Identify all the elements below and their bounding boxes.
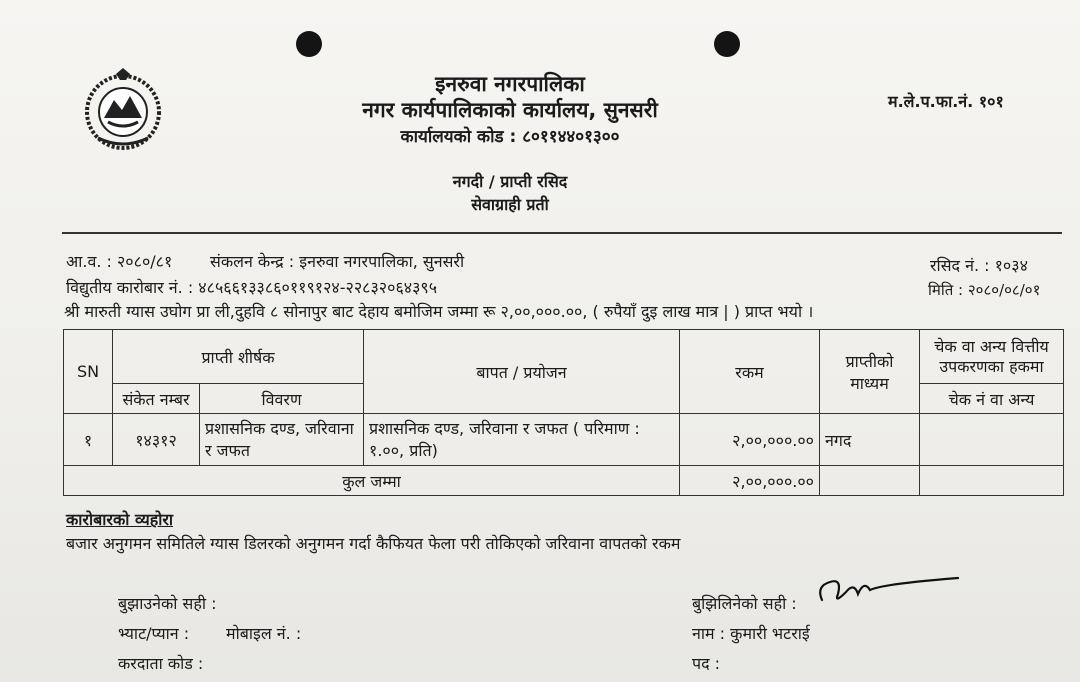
- transaction-number: विद्युतीय कारोबार नं. : ४८५६६१३३८६०११९१२४-२२८३२०६४३९५: [66, 278, 438, 297]
- header-revenue-title: प्राप्ती शीर्षक: [113, 330, 364, 384]
- payer-signature-label: बुझाउनेको सही :: [118, 594, 217, 613]
- row-code: १४३१२: [113, 414, 200, 466]
- header-code: संकेत नम्बर: [113, 384, 200, 414]
- transaction-heading: कारोबारको व्यहोरा: [66, 510, 174, 529]
- table-row: [64, 414, 1064, 466]
- vat-pan-label: भ्याट/प्यान :: [118, 624, 190, 643]
- total-amount: २,००,०००.००: [680, 466, 820, 496]
- handwritten-signature-icon: [812, 570, 962, 610]
- header-cheque-sub: चेक नं वा अन्य: [920, 384, 1064, 414]
- receiver-name: नाम : कुमारी भटराई: [692, 624, 810, 643]
- total-medium-blank: [820, 466, 920, 496]
- punch-hole-right: [714, 31, 740, 57]
- total-cheque-blank: [920, 466, 1064, 496]
- receiver-signature-label: बुझिलिनेको सही :: [692, 594, 797, 613]
- form-number: म.ले.प.फा.नं. १०१: [888, 92, 1004, 111]
- header-sn: SN: [64, 330, 113, 414]
- row-amount: २,००,०००.००: [680, 414, 820, 466]
- header-divider: [62, 232, 1062, 234]
- total-label: कुल जम्मा: [64, 466, 680, 496]
- row-purpose: प्रशासनिक दण्ड, जरिवाना र जफत ( परिमाण : १.००, प्रति): [364, 414, 680, 466]
- taxpayer-code-label: करदाता कोड :: [118, 654, 204, 673]
- copy-label: सेवाग्राही प्रती: [471, 195, 549, 214]
- collection-center: संकलन केन्द्र : इनरुवा नगरपालिका, सुनसरी: [210, 252, 465, 271]
- mobile-label: मोबाइल नं. :: [226, 624, 302, 643]
- row-cheque: [920, 414, 1064, 466]
- transaction-description: बजार अनुगमन समितिले ग्यास डिलरको अनुगमन गर्दा कैफियत फेला परी तोकिएको जरिवाना वापतको रकम: [66, 534, 681, 553]
- receipt-type: नगदी / प्राप्ती रसिद: [452, 172, 568, 191]
- receipt-date: मिति : २०८०/०८/०१: [928, 281, 1041, 299]
- office-code: कार्यालयको कोड : ८०११४४०१३००: [400, 127, 620, 147]
- row-sn: १: [64, 414, 113, 466]
- punch-hole-left: [296, 31, 322, 57]
- header-purpose: बापत / प्रयोजन: [364, 330, 680, 414]
- receipt-table: [63, 329, 1064, 496]
- row-medium: नगद: [820, 414, 920, 466]
- row-description: प्रशासनिक दण्ड, जरिवाना र जफत: [200, 414, 364, 466]
- header-description: विवरण: [200, 384, 364, 414]
- receipt-number: रसिद नं. : १०३४: [930, 256, 1028, 275]
- designation-label: पद :: [692, 654, 721, 673]
- total-row: [64, 466, 1064, 496]
- fiscal-year: आ.व. : २०८०/८१: [66, 252, 173, 271]
- received-statement: श्री मारुती ग्यास उघोग प्रा ली,दुहवि ८ सोनापुर बाट देहाय बमोजिम जम्मा रू २,००,०००.००, ( रुपैयाँ दुइ लाख मात्र | ) प्राप्त भयो ।: [64, 302, 814, 321]
- header-amount: रकम: [680, 330, 820, 414]
- municipality-name: इनरुवा नगरपालिका: [435, 72, 585, 96]
- office-name: नगर कार्यपालिकाको कार्यालय, सुनसरी: [362, 98, 658, 122]
- header-medium: प्राप्तीको माध्यम: [820, 330, 920, 414]
- header-cheque: चेक वा अन्य वित्तीय उपकरणका हकमा: [920, 330, 1064, 384]
